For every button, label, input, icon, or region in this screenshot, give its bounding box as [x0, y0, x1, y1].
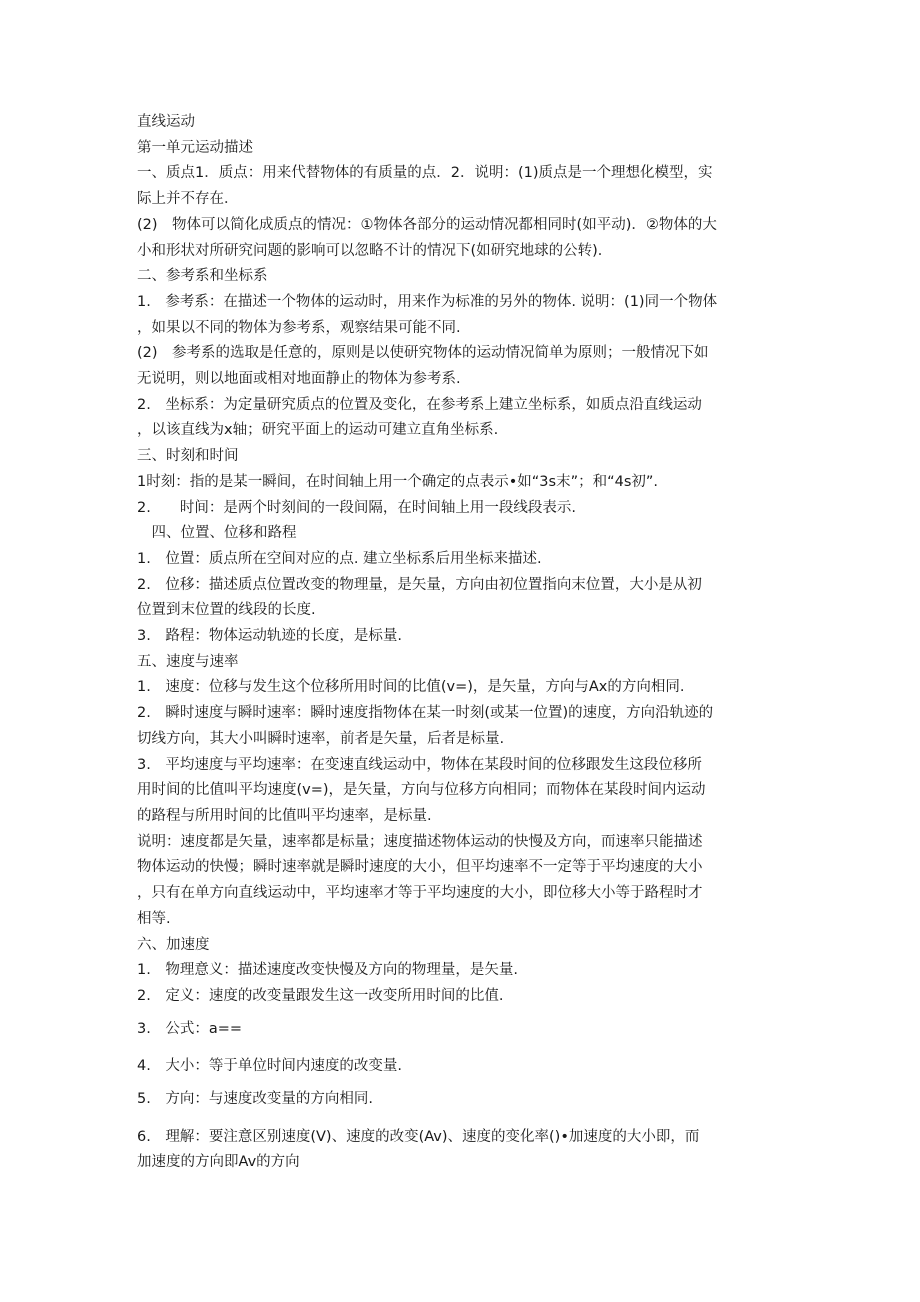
section-4-line: 位置到末位置的线段的长度.	[137, 602, 316, 619]
section-6-line: 4. 大小：等于单位时间内速度的改变量.	[137, 1058, 402, 1075]
unit-title: 第一单元运动描述	[137, 139, 253, 156]
section-heading: 三、时刻和时间	[137, 448, 239, 465]
section-2-line: ，以该直线为x轴；研究平面上的运动可建立直角坐标系.	[137, 422, 499, 439]
section-5-note: 说明：速度都是矢量，速率都是标量；速度描述物体运动的快慢及方向，而速率只能描述	[137, 833, 703, 850]
spacer	[137, 1113, 785, 1125]
section-6-line: 5. 方向：与速度改变量的方向相同.	[137, 1091, 373, 1108]
section-5-line: 1. 速度：位移与发生这个位移所用时间的比值(v=)，是矢量，方向与Ax的方向相同.	[137, 679, 685, 696]
document-body	[137, 110, 785, 1176]
section-6-line: 2. 定义：速度的改变量跟发生这一改变所用时间的比值.	[137, 987, 504, 1004]
section-5-line: 3. 平均速度与平均速率：在变速直线运动中，物体在某段时间的位移跟发生这段位移所	[137, 756, 702, 773]
section-heading: 五、速度与速率	[137, 653, 239, 670]
section-5-line: 的路程与所用时间的比值叫平均速率，是标量.	[137, 807, 432, 824]
section-1-line: 际上并不存在．	[137, 191, 239, 208]
section-2-line: ，如果以不同的物体为参考系，观察结果可能不同.	[137, 319, 461, 336]
section-6-formula: 3. 公式：a==	[137, 1020, 243, 1037]
section-2-line: 2. 坐标系：为定量研究质点的位置及变化，在参考系上建立坐标系，如质点沿直线运动	[137, 396, 702, 413]
section-1-line: 一、质点1．质点：用来代替物体的有质量的点．2．说明：(1)质点是一个理想化模型，实	[137, 165, 713, 182]
section-5-note: 物体运动的快慢；瞬时速率就是瞬时速度的大小，但平均速率不一定等于平均速度的大小	[137, 859, 703, 876]
section-heading: 二、参考系和坐标系	[137, 268, 268, 285]
spacer	[137, 1080, 785, 1087]
section-heading: 六、加速度	[137, 936, 210, 953]
section-5-note: 相等.	[137, 910, 171, 927]
section-3-line: 2. 时间：是两个时刻间的一段间隔，在时间轴上用一段线段表示.	[137, 499, 576, 516]
section-5-line: 切线方向，其大小叫瞬时速率，前者是矢量，后者是标量.	[137, 730, 505, 747]
section-5-line: 2. 瞬时速度与瞬时速率：瞬时速度指物体在某一时刻(或某一位置)的速度，方向沿轨迹的	[137, 705, 714, 722]
chapter-title: 直线运动	[137, 114, 195, 130]
section-5-line: 用时间的比值叫平均速度(v=)，是矢量，方向与位移方向相同；而物体在某段时间内运动	[137, 782, 706, 799]
section-4-line: 3. 路程：物体运动轨迹的长度，是标量.	[137, 628, 402, 645]
section-6-line: 加速度的方向即Av的方向	[137, 1154, 300, 1171]
section-2-line: (2) 参考系的选取是任意的，原则是以使研究物体的运动情况简单为原则；一般情况下如	[137, 345, 709, 362]
section-6-line: 1. 物理意义：描述速度改变快慢及方向的物理量，是矢量.	[137, 962, 518, 979]
section-4-line: 2. 位移：描述质点位置改变的物理量，是矢量，方向由初位置指向末位置，大小是从初	[137, 576, 702, 593]
section-6-line: 6. 理解：要注意区别速度(V)、速度的改变(Av)、速度的变化率()•加速度的大小即，而	[137, 1128, 700, 1145]
section-1-line: (2) 物体可以简化成质点的情况：①物体各部分的运动情况都相同时(如平动)．②物体的大	[137, 216, 717, 233]
section-4-line: 1. 位置：质点所在空间对应的点. 建立坐标系后用坐标来描述.	[137, 550, 542, 567]
spacer	[137, 1010, 785, 1017]
section-5-note: ，只有在单方向直线运动中，平均速率才等于平均速度的大小，即位移大小等于路程时才	[137, 885, 703, 902]
section-2-line: 1. 参考系：在描述一个物体的运动时，用来作为标准的另外的物体. 说明：(1)同一个物体	[137, 293, 718, 310]
spacer	[137, 1042, 785, 1054]
section-2-line: 无说明，则以地面或相对地面静止的物体为参考系.	[137, 371, 461, 388]
section-1-line: 小和形状对所研究问题的影响可以忽略不计的情况下(如研究地球的公转)．	[137, 242, 613, 259]
section-3-line: 1时刻：指的是某一瞬间，在时间轴上用一个确定的点表示•如“3s末”；和“4s初”.	[137, 473, 658, 490]
section-heading: 四、位置、位移和路程	[137, 525, 297, 542]
